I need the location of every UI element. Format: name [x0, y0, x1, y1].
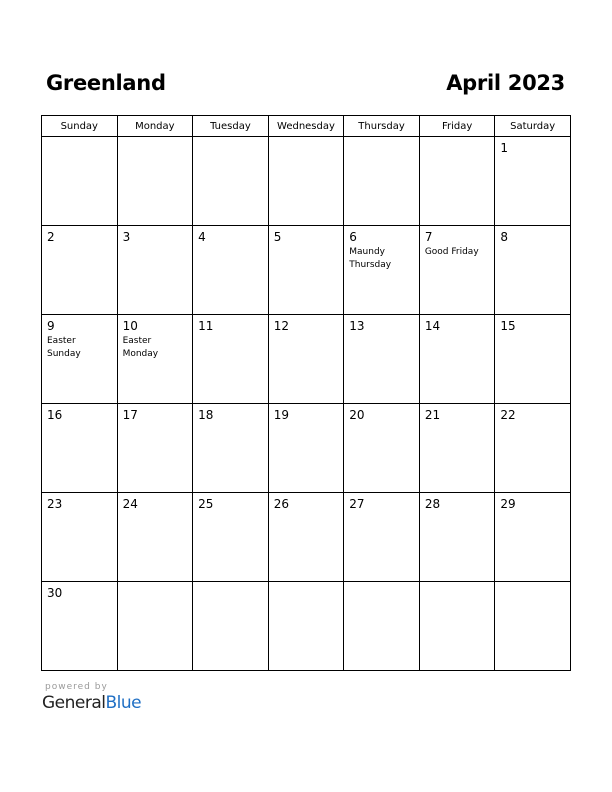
day-cell [42, 137, 118, 226]
powered-by-text: powered by [45, 682, 108, 692]
day-number: 23 [47, 497, 63, 511]
day-cell [117, 582, 193, 671]
day-cell [117, 404, 193, 493]
generalblue-logo[interactable] [42, 693, 141, 713]
week-row [42, 404, 571, 493]
weekday-wednesday: Wednesday [268, 116, 344, 137]
day-number: 28 [424, 497, 441, 511]
day-cell [495, 493, 571, 582]
day-cell [193, 137, 269, 226]
day-number: 17 [122, 408, 138, 422]
weekday-saturday: Saturday [495, 116, 571, 137]
day-cell [42, 404, 118, 493]
weekday-thursday: Thursday [344, 116, 420, 137]
weekday-sunday: Sunday [42, 116, 118, 137]
day-number: 13 [349, 319, 365, 333]
day-number: 14 [424, 319, 441, 333]
day-number: 8 [500, 230, 509, 244]
day-cell [42, 493, 118, 582]
day-number: 18 [198, 408, 214, 422]
day-cell [42, 315, 118, 404]
day-cell [344, 582, 420, 671]
day-number: 10 [122, 319, 138, 333]
day-cell [344, 404, 420, 493]
holiday-label: Good Friday [424, 247, 479, 257]
day-cell [419, 493, 495, 582]
day-cell [193, 404, 269, 493]
day-cell [419, 315, 495, 404]
day-cell [268, 404, 344, 493]
day-cell [42, 226, 118, 315]
day-cell [419, 404, 495, 493]
day-cell [193, 226, 269, 315]
day-cell [495, 404, 571, 493]
day-cell [268, 137, 344, 226]
brand-general-text: General [42, 693, 106, 713]
day-cell [117, 315, 193, 404]
day-cell [344, 226, 420, 315]
day-cell [193, 582, 269, 671]
day-number: 22 [500, 408, 516, 422]
day-cell [268, 226, 344, 315]
day-cell [268, 315, 344, 404]
day-number: 12 [273, 319, 289, 333]
weekday-friday: Friday [419, 116, 495, 137]
day-cell [193, 315, 269, 404]
weekday-header-row [42, 116, 571, 137]
holiday-label: Easter Sunday [47, 336, 81, 359]
day-cell [495, 137, 571, 226]
day-number: 21 [424, 408, 441, 422]
day-cell [344, 493, 420, 582]
weekday-monday: Monday [117, 116, 193, 137]
holiday-label: Maundy Thursday [349, 247, 392, 270]
day-cell [117, 137, 193, 226]
day-cell [268, 493, 344, 582]
day-number: 7 [424, 230, 433, 244]
day-cell [117, 226, 193, 315]
day-cell [419, 137, 495, 226]
day-number: 24 [122, 497, 138, 511]
week-row [42, 582, 571, 671]
day-cell [42, 582, 118, 671]
day-cell [344, 137, 420, 226]
day-number: 2 [47, 230, 55, 244]
day-number: 19 [273, 408, 289, 422]
day-number: 20 [349, 408, 365, 422]
day-number: 29 [500, 497, 516, 511]
day-number: 15 [500, 319, 516, 333]
day-cell [419, 226, 495, 315]
day-cell [495, 315, 571, 404]
day-number: 4 [198, 230, 206, 244]
holiday-label: Easter Monday [122, 336, 159, 359]
week-row [42, 226, 571, 315]
day-cell [193, 493, 269, 582]
day-number: 30 [47, 586, 63, 600]
day-number: 16 [47, 408, 63, 422]
weekday-tuesday: Tuesday [193, 116, 269, 137]
day-cell [419, 582, 495, 671]
week-row [42, 315, 571, 404]
day-number: 9 [47, 319, 55, 333]
day-number: 3 [122, 230, 131, 244]
day-cell [495, 582, 571, 671]
week-row [42, 137, 571, 226]
brand-blue-text: Blue [105, 693, 142, 713]
day-cell [117, 493, 193, 582]
day-number: 26 [273, 497, 289, 511]
day-number: 25 [198, 497, 214, 511]
day-number: 27 [349, 497, 365, 511]
day-number: 5 [273, 230, 282, 244]
day-number: 11 [198, 319, 214, 333]
calendar-grid [41, 115, 571, 671]
day-cell [495, 226, 571, 315]
week-row [42, 493, 571, 582]
day-number: 1 [500, 141, 509, 155]
country-title: Greenland [46, 71, 166, 95]
month-year-title: April 2023 [446, 71, 565, 95]
day-number: 6 [349, 230, 357, 244]
day-cell [344, 315, 420, 404]
day-cell [268, 582, 344, 671]
